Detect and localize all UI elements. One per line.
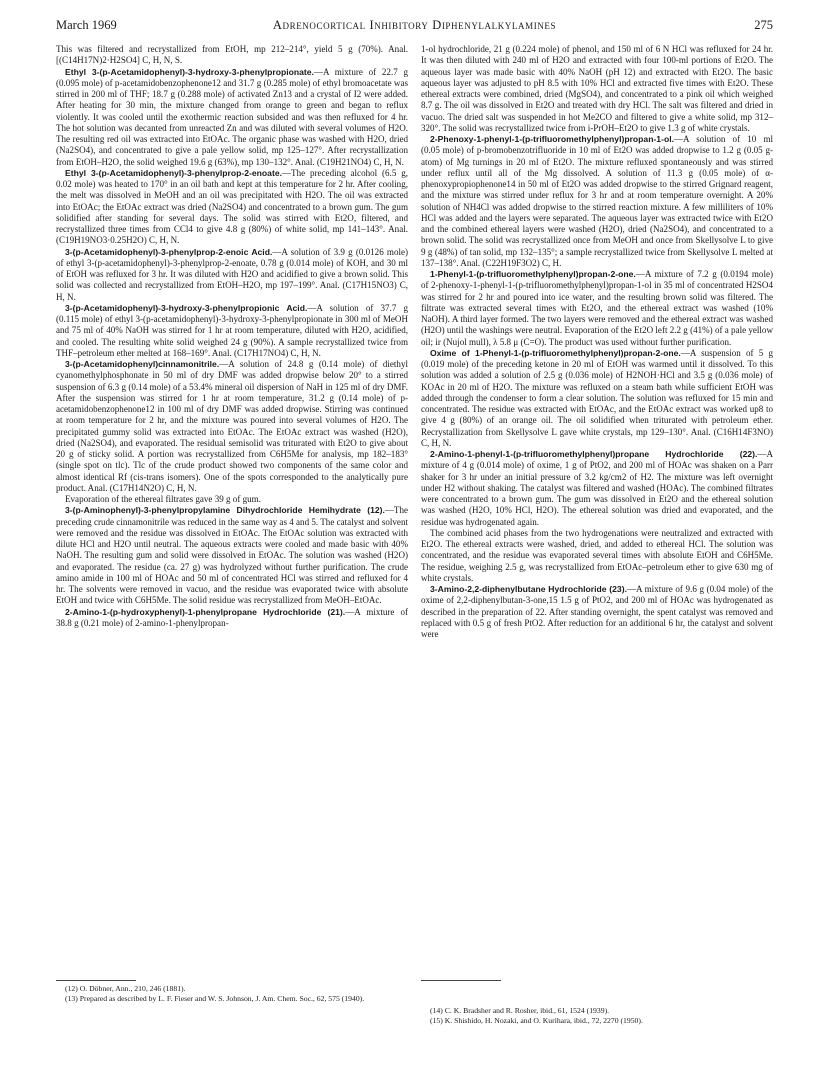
paragraph: [56, 494, 408, 505]
running-header: [56, 18, 773, 34]
paragraph-text: —A solution of 3.9 g (0.0126 mole) of ethyl 3-(p-acetamidophenyl)-3-phenylprop-2-enoate, 0.78 g (0.014 mole) of KOH, and 30 ml of EtOH was refluxed for 3 hr. It was diluted with H2O and acidified to give a brown solid. This solid was collected and recrystallized from EtOH–H2O, mp 197–199°. Anal. (C17H15NO3) C, H, N.: [56, 246, 409, 302]
paragraph-text: —A mixture of 4 g (0.014 mole) of oxime, 1 g of PtO2, and 200 ml of HOAc was shaken on a Parr shaker for 3 hr under an initial pressure of 3.2 kg/cm2 of H2. The mixture was left overnight under H2 without shaking. The catalyst was filtered and washed (HOAc). The combined filtrates were concentrated to a brown gum. The gum was dissolved in Et2O and the ethereal solution was washed (H2O, 10% HCl, H2O). The ethereal solution was dried and evaporated, and the residue was hydrogenated again.: [421, 449, 773, 527]
paragraph-text: —A suspension of 5 g (0.019 mole) of the preceding ketone in 20 ml of EtOH was warmed until it dissolved. To this solution was added a solution of 2.5 g (0.036 mole) of H2NOH·HCl and 3.5 g (0.036 mole) of KOAc in 20 ml of H2O. The mixture was refluxed on a steam bath while sufficient EtOH was added through the condenser to form a clear solution. The solution was refluxed for 15 min and concentrated. The residue was extracted with EtOAc, and the EtOAc extract was worked up8 to give 4 g (80%) of an orange oil. The oil solidified when triturated with petroleum ether. Recrystallization from Skellysolve L gave white crystals, mp 129–130°. Anal. (C16H14F3NO) C, H, N.: [421, 347, 774, 448]
section-heading: 3-(p-Acetamidophenyl)cinnamonitrile.: [65, 359, 220, 369]
paragraph: [56, 44, 408, 67]
paragraph: [421, 528, 773, 584]
footnote-rule-right: [421, 980, 501, 981]
paragraph-text: —A solution of 37.7 g (0.115 mole) of ethyl 3-(p-acetamidophenyl)-3-hydroxy-3-phenylpropionate in 300 ml of MeOH and 75 ml of 40% NaOH was stirred for 1 hr at room temperature, diluted with H2O, acidified, and cooled. The resulting white solid weighed 24 g (90%). A sample recrystallized twice from THF–petroleum ether melted at 168–169°. Anal. (C17H17NO4) C, H, N.: [56, 302, 408, 358]
paragraph: [421, 584, 773, 640]
paragraph-text: —A mixture of 7.2 g (0.0194 mole) of 2-phenoxy-1-phenyl-1-(p-trifluoromethylphenyl)propan-1-ol in 35 ml of concentrated H2SO4 was stirred for 2 hr and poured into ice water, and the resulting brown solid was filtered. The filtrate was extracted several times with Et2O, and the ethereal extract was washed (10% NaOH). A third layer formed. The two layers were removed and the ethereal extract was washed (H2O) until the washings were neutral. Evaporation of the Et2O left 2.2 g (41%) of a pale yellow oil; ir (Nujol mull), λ 5.8 μ (C=O). The product was used without further purification.: [421, 269, 773, 347]
footnote: (13) Prepared as described by L. F. Fieser and W. S. Johnson, J. Am. Chem. Soc., 62, 575 (1940).: [65, 994, 365, 1003]
paragraph-text: The combined acid phases from the two hydrogenations were neutralized and extracted with Et2O. The ethereal extracts were washed, dried, and added to ethereal HCl. The solution was concentrated, and the residue was evaporated several times with absolute EtOH and C6H5Me. The residue, weighing 2.5 g, was recrystallized from EtOAc–petroleum ether to give 630 mg of white crystals.: [421, 527, 773, 583]
right-column: [421, 44, 773, 640]
section-heading: 3-(p-Acetamidophenyl)-3-hydroxy-3-phenylpropionic Acid.: [65, 302, 308, 313]
section-heading: Ethyl 3-(p-Acetamidophenyl)-3-phenylprop-2-enoate.: [65, 167, 282, 178]
paragraph-text: —The preceding alcohol (6.5 g, 0.02 mole) was heated to 170° in an oil bath and kept at this temperature for 2 hr. After cooling, the melt was dissolved in MeOH and an oil was precipitated with H2O. The oil was extracted into EtOAc; the EtOAc extract was dried (Na2SO4) and concentrated to a brown gum. The gum solidified after standing for several days. The solid was stirred with Et2O, filtered, and recrystallized three times from CCl4 to give 4.8 g (80%) of white solid, mp 141–143°. Anal. (C19H19NO3·0.25H2O) C, H, N.: [56, 167, 408, 246]
paragraph-text: 1-ol hydrochloride, 21 g (0.224 mole) of phenol, and 150 ml of 6 N HCl was refluxed for 24 hr. It was then diluted with 240 ml of H2O and extracted with four 100-ml portions of Et2O. The aqueous layer was made basic with 40% NaOH (pH 12) and extracted with Et2O. The basic aqueous layer was adjusted to pH 8.5 with 10% HCl and extracted five times with Et2O. These ethereal extracts were combined, dried (MgSO4), and concentrated to a pink oil which weighed 8.7 g. The oil was dissolved in Et2O and treated with dry HCl. The salt was filtered and dried in vacuo. The dried salt was suspended in hot Me2CO and filtered to give a white solid, mp 312–320°. The solid was recrystallized twice from i-PrOH–Et2O to give 1.3 g of white crystals.: [421, 44, 773, 133]
footnote: (15) K. Shishido, H. Nozaki, and O. Kurihara, ibid., 72, 2270 (1950).: [430, 1016, 643, 1025]
paragraph: [421, 449, 773, 528]
paragraph: [56, 607, 408, 630]
footnote: (14) C. K. Bradsher and R. Rosher, ibid., 61, 1524 (1939).: [430, 1006, 610, 1015]
paragraph-text: —A mixture of 9.6 g (0.04 mole) of the oxime of 2,2-diphenylbutan-3-one,15 1.5 g of PtO2, and 200 ml of HOAc was hydrogenated as described in the preparation of 22. After standing overnight, the spent catalyst was removed and replaced with 0.5 g of fresh PtO2. After reduction for an additional 6 hr, the catalyst and solvent were: [421, 584, 773, 639]
section-heading: 3-Amino-2,2-diphenylbutane Hydrochloride (23).: [430, 584, 627, 594]
paragraph: [421, 269, 773, 348]
paragraph-text: —A mixture of 22.7 g (0.095 mole) of p-acetamidobenzophenone12 and 31.7 g (0.285 mole) of ethyl bromoacetate was stirred in 200 ml of THF; 18.7 g (0.288 mole) of activated Zn13 and a crystal of I2 were added. After heating for 30 min, the mixture changed from orange to green and began to reflux violently. It was cooled until the exothermic reaction subsided and was then refluxed for 4 hr. The hot solution was decanted from unreacted Zn and was diluted with several volumes of H2O. The resulting red oil was extracted into EtOAc. The organic phase was washed with H2O, dried (Na2SO4), and concentrated to give a pale yellow solid, mp 125–127°. After recrystallization from EtOH–H2O, the solid weighed 19.6 g (63%), mp 130–132°. Anal. (C19H21NO4) C, H, N.: [56, 66, 408, 167]
paragraph-text: —A solution of 24.8 g (0.14 mole) of diethyl cyanomethylphosphonate in 50 ml of dry DMF was added dropwise below 20° to a stirred suspension of 6.3 g (0.14 mole) of a 53.4% mineral oil dispersion of NaH in 125 ml of dry DMF. After the suspension was stirred for 1 hr at room temperature, 31.2 g (0.14 mole) of p-acetamidobenzophenone12 in 100 ml of dry DMF was added dropwise. Stirring was continued at room temperature for 2 hr, and the mixture was poured into several volumes of H2O. The precipitated gummy solid was extracted into EtOAc. The EtOAc extract was washed (H2O), dried (Na2SO4), and evaporated. The residual semisolid was triturated with Et2O to give about 20 g of sticky solid. A portion was recrystallized from C6H5Me for analysis, mp 182–183° (single spot on tlc). Tlc of the crude product showed two components of the same color and almost identical Rf (cis-trans isomers). One of the spots corresponded to the analytically pure product. Anal. (C17H14N2O) C, H, N.: [56, 359, 408, 493]
paragraph: [56, 359, 408, 494]
footnote-rule-left: [56, 980, 136, 981]
paragraph: [421, 348, 773, 449]
section-heading: 3-(p-Aminophenyl)-3-phenylpropylamine Dihydrochloride Hemihydrate (12).: [65, 505, 385, 516]
footnote: (12) O. Döbner, Ann., 210, 246 (1881).: [65, 984, 186, 993]
paragraph: [56, 303, 408, 359]
left-column: [56, 44, 408, 629]
section-heading: Oxime of 1-Phenyl-1-(p-trifluoromethylphenyl)propan-2-one.: [430, 347, 681, 358]
paragraph: [56, 505, 408, 606]
paragraph-text: Evaporation of the ethereal filtrates gave 39 g of gum.: [65, 494, 261, 504]
footnotes-left: [56, 984, 408, 1004]
section-heading: 3-(p-Acetamidophenyl)-3-phenylprop-2-enoic Acid.: [65, 246, 273, 257]
header-title: Adrenocortical Inhibitory Diphenylalkylamines: [272, 18, 557, 32]
section-heading: 1-Phenyl-1-(p-trifluoromethylphenyl)propan-2-one.: [430, 269, 636, 279]
header-date: March 1969: [56, 18, 117, 32]
paragraph-text: —The preceding crude cinnamonitrile was reduced in the same way as 4 and 5. The catalyst and solvent were removed and the residue was dissolved in EtOAc. The EtOAc solution was extracted with dilute HCl and H2O until neutral. The aqueous extracts were cooled and made basic with 40% NaOH. The resulting gum and solid were dissolved in EtOAc. The solution was washed (H2O) and evaporated. The residue (ca. 27 g) was hydrolyzed without further purification. The crude amino amide in 100 ml of HOAc and 50 ml of concentrated HCl was stirred and refluxed for 4 hr. The solvents were removed in vacuo, and the residue was evaporated twice with absolute EtOH and twice with C6H5Me. The solid residue was recrystallized from MeOH–EtOAc.: [56, 505, 408, 606]
paragraph: [56, 247, 408, 303]
paragraph: [421, 44, 773, 134]
section-heading: Ethyl 3-(p-Acetamidophenyl)-3-hydroxy-3-phenylpropionate.: [65, 66, 314, 77]
paragraph: [56, 168, 408, 247]
paragraph-text: This was filtered and recrystallized from EtOH, mp 212–214°, yield 5 g (70%). Anal. [(C14H17N)2·H2SO4] C, H, N, S.: [56, 44, 408, 66]
paragraph: [56, 67, 408, 168]
section-heading: 2-Amino-1-(p-hydroxyphenyl)-1-phenylpropane Hydrochloride (21).: [65, 606, 346, 617]
section-heading: 2-Amino-1-phenyl-1-(p-trifluoromethylphenyl)propane Hydrochloride (22).: [430, 449, 758, 459]
paragraph-text: —A solution of 10 ml (0.05 mole) of p-bromobenzotrifluoride in 10 ml of Et2O was added dropwise to 1.2 g (0.05 g-atom) of Mg turnings in 20 ml of Et2O. The mixture refluxed spontaneously and was stirred under reflux until all of the Mg dissolved. A solution of 11.3 g (0.05 mole) of α-phenoxypropiophenone14 in 50 ml of Et2O was added dropwise to the stirred Grignard reagent, and the mixture was stirred under reflux for 3 hr and at room temperature overnight. A 20% solution of NH4Cl was added dropwise to the stirred reaction mixture. A few milliliters of 10% HCl was added and the layers were separated. The aqueous layer was extracted twice with Et2O and the combined ethereal layers were washed (H2O), dried (Na2SO4), and concentrated to a brown solid. The solid was recrystallized once from MeOH and once from Skellysolve L to give 9 g (48%) of tan solid, mp 132–135°; a sample recrystallized twice from Skellysolve L melted at 137–138°. Anal. (C22H19F3O2) C, H.: [421, 134, 773, 268]
page-number: 275: [754, 18, 773, 32]
paragraph: [421, 134, 773, 269]
section-heading: 2-Phenoxy-1-phenyl-1-(p-trifluoromethylphenyl)propan-1-ol.: [430, 134, 674, 144]
paragraph-text: —A mixture of 38.8 g (0.21 mole) of 2-amino-1-phenylpropan-: [56, 606, 409, 628]
footnotes-right: [421, 1006, 773, 1026]
